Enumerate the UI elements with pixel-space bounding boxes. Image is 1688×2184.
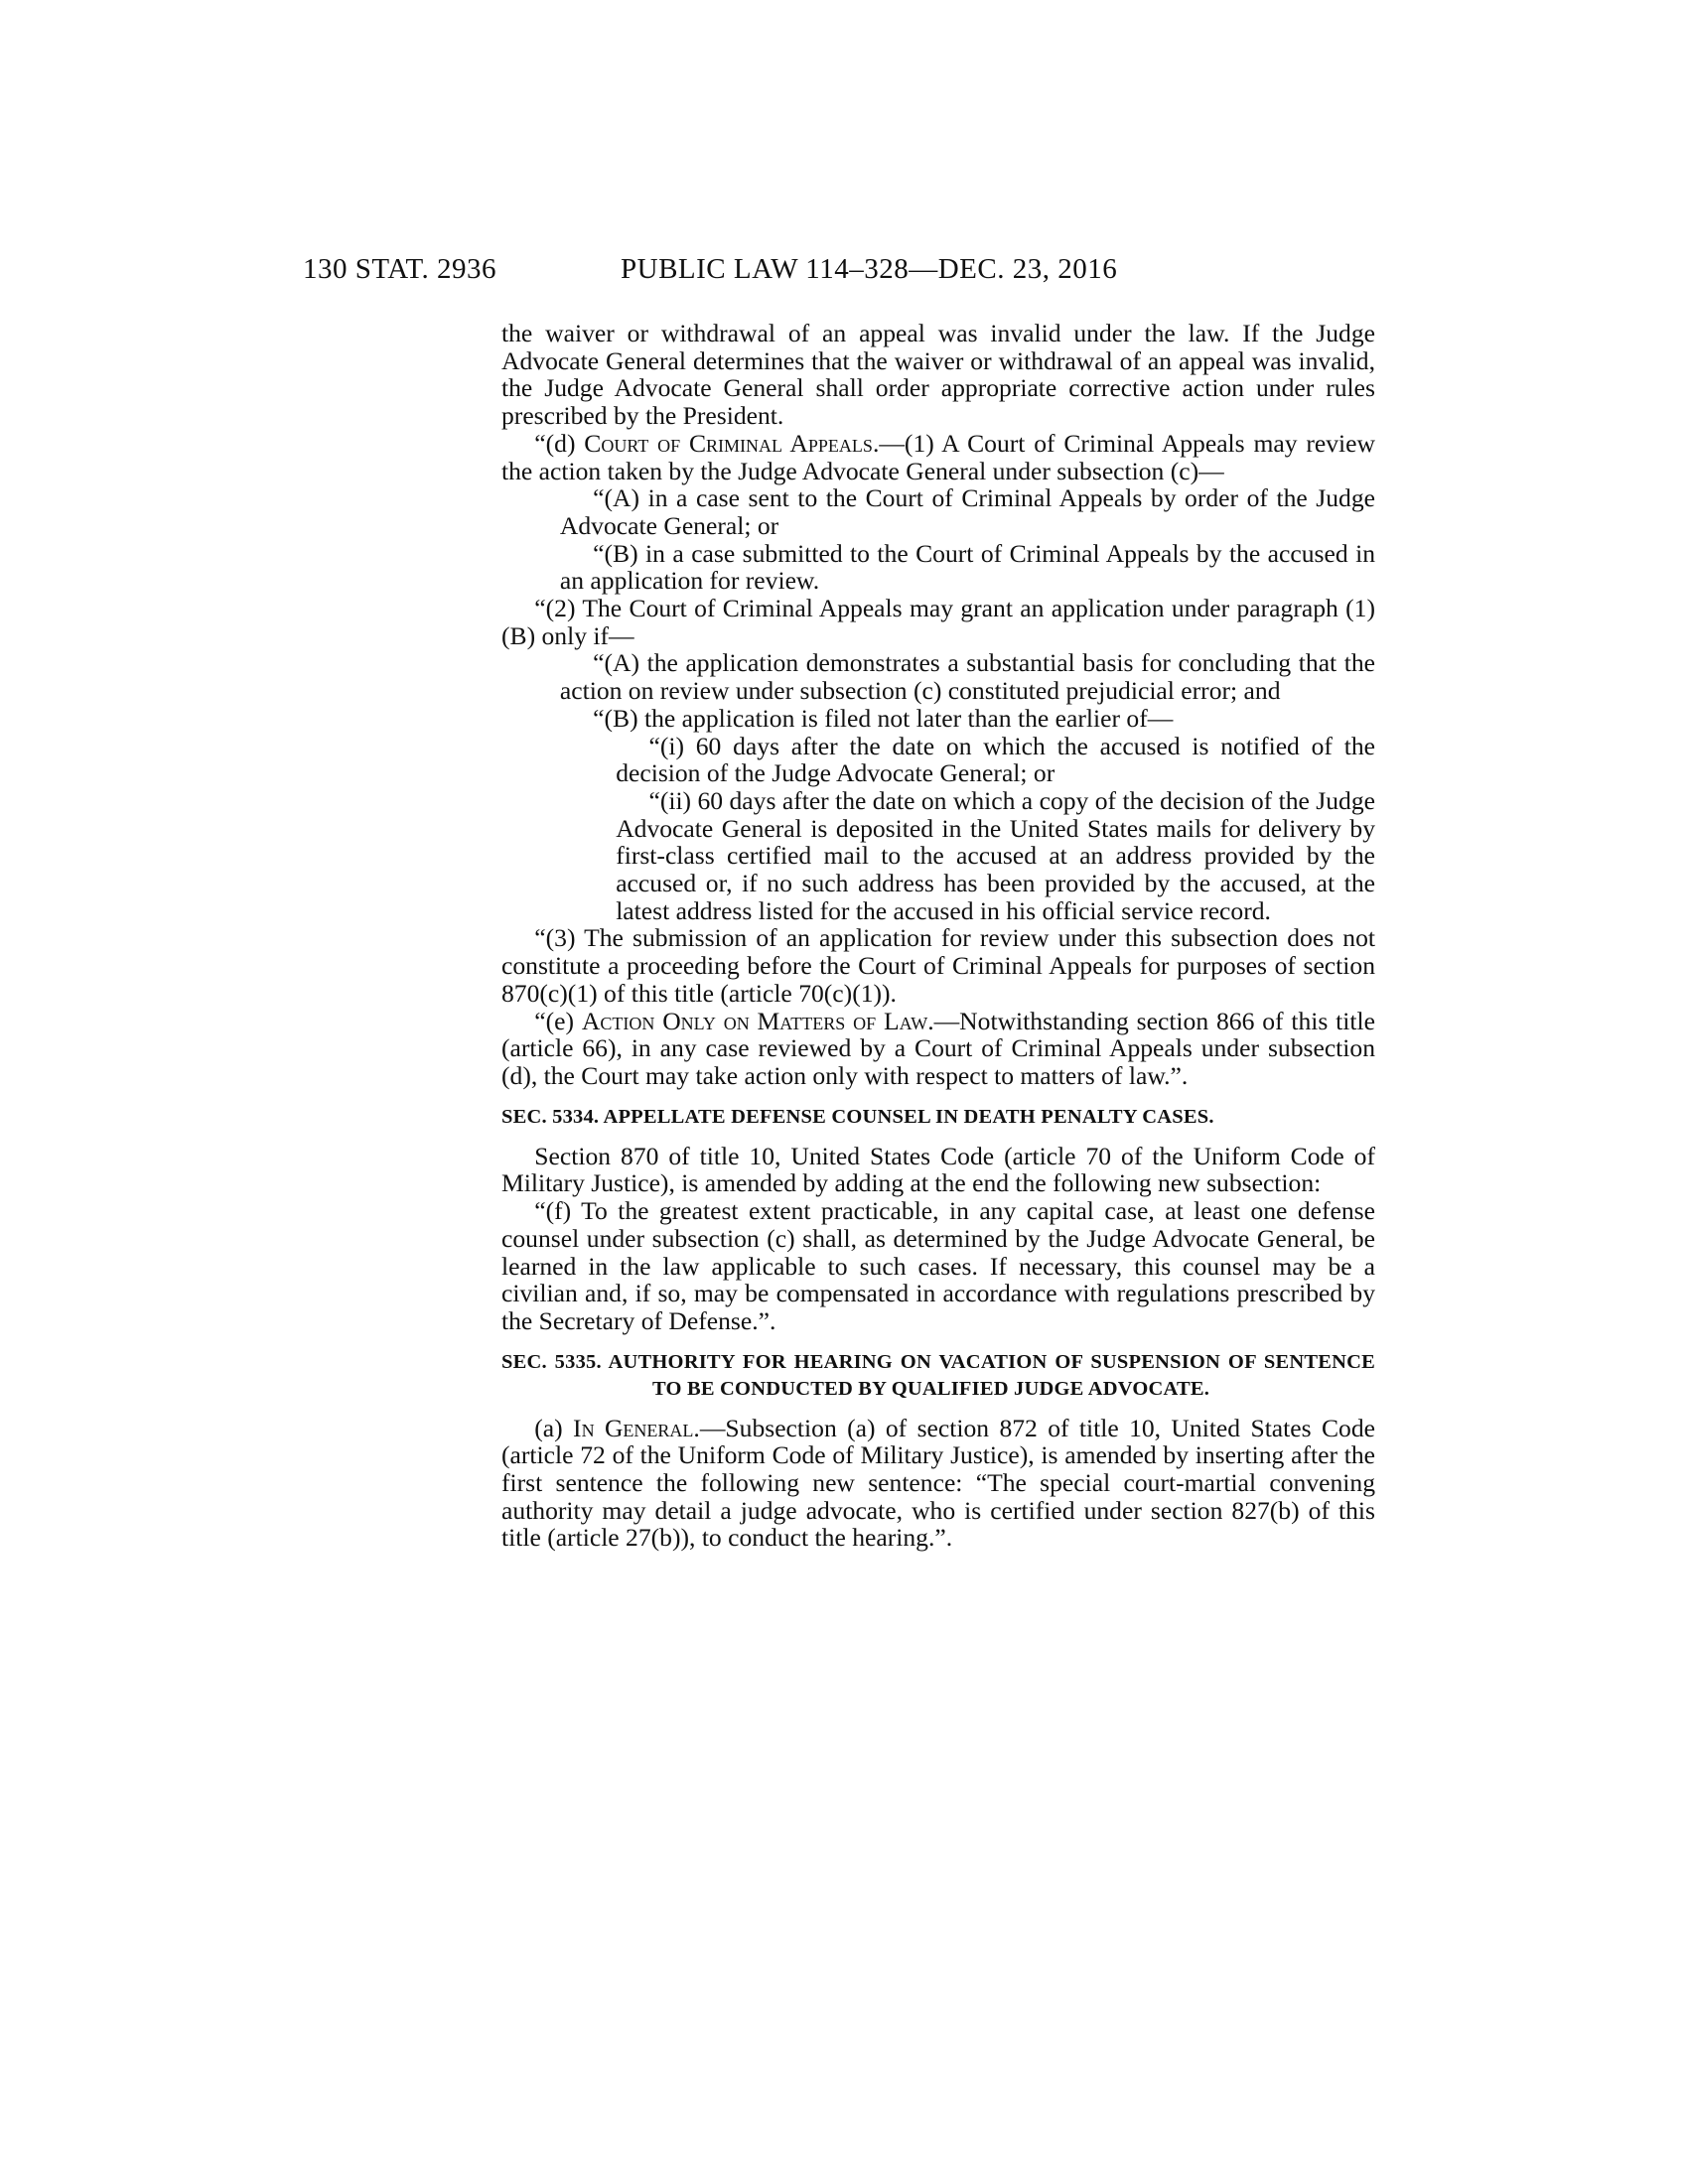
section-heading-5334: SEC. 5334. APPELLATE DEFENSE COUNSEL IN DEATH PENALTY CASES. xyxy=(501,1105,1214,1128)
paragraph-waiver-invalid: the waiver or withdrawal of an appeal was invalid under the law. If the Judge Advocate General determines that the waiver or withdrawal of an appeal was invalid, the Judge Advocate General shall order appropriate corrective action under rules prescribed by the President. xyxy=(501,319,1375,431)
document-body xyxy=(501,320,1375,1552)
paragraph-lead: “(d) xyxy=(534,428,585,458)
paragraph-lead: “(e) xyxy=(534,1006,582,1035)
paragraph-d-2: “(2) The Court of Criminal Appeals may grant an application under paragraph (1)(B) only if— xyxy=(501,594,1375,650)
paragraph-d-1-b: “(B) in a case submitted to the Court of Criminal Appeals by the accused in an application for review. xyxy=(559,538,1375,596)
statute-page-number: 130 STAT. 2936 xyxy=(303,253,497,285)
paragraph-text: .—Subsection (a) of section 872 of title 10, United States Code (article 72 of the Uniform Code of Military Justice), is amended by inserting after the first sentence the following new sentence: “The special court-martial convening authority may detail a judge advocate, who is certified under section 827(b) of this title (article 27(b)), to conduct the hearing.”. xyxy=(501,1413,1375,1553)
subsection-heading: In General xyxy=(573,1413,694,1442)
paragraph-action-only-on-matters-of-law xyxy=(501,1008,1375,1090)
paragraph-section-870-amendment: Section 870 of title 10, United States Code (article 70 of the Uniform Code of Military Justice), is amended by adding at the end the following new subsection: xyxy=(501,1141,1375,1198)
subsection-heading: Action Only on Matters of Law xyxy=(581,1006,928,1035)
paragraph-court-of-criminal-appeals xyxy=(501,430,1375,484)
section-heading-5335: SEC. 5335. AUTHORITY FOR HEARING ON VACATION OF SUSPENSION OF SENTENCE TO BE CONDUCTED BY QUALIFIED JUDGE ADVOCATE. xyxy=(501,1350,1375,1400)
paragraph-d-2-b-ii: “(ii) 60 days after the date on which a copy of the decision of the Judge Advocate General is deposited in the United States mails for delivery by first-class certified mail to the accused at an address provided by the accused or, if no such address has been provided by the accused, at the latest address listed for the accused in his official service record. xyxy=(616,785,1375,925)
subsection-heading: Court of Criminal Appeals xyxy=(584,428,873,458)
paragraph-d-1-a: “(A) in a case sent to the Court of Criminal Appeals by order of the Judge Advocate General; or xyxy=(559,483,1375,540)
public-law-title: PUBLIC LAW 114–328—DEC. 23, 2016 xyxy=(621,253,1118,285)
paragraph-d-2-a: “(A) the application demonstrates a substantial basis for concluding that the action on review under subsection (c) constituted prejudicial error; and xyxy=(559,648,1375,706)
paragraph-new-subsection-f: “(f) To the greatest extent practicable, in any capital case, at least one defense counsel under subsection (c) shall, as determined by the Judge Advocate General, be learned in the law applicable to such cases. If necessary, this counsel may be a civilian and, if so, may be compensated in accordance with regulations prescribed by the Secretary of Defense.”. xyxy=(501,1196,1375,1335)
paragraph-d-3: “(3) The submission of an application for review under this subsection does not constitute a proceeding before the Court of Criminal Appeals for purposes of section 870(c)(1) of this title (article 70(c)(1)). xyxy=(501,923,1375,1008)
paragraph-d-2-b-i: “(i) 60 days after the date on which the accused is notified of the decision of the Judge Advocate General; or xyxy=(616,731,1375,788)
page-header xyxy=(303,253,1375,293)
paragraph-in-general xyxy=(501,1415,1375,1553)
paragraph-text: .—Notwithstanding section 866 of this title (article 66), in any case reviewed by a Court of Criminal Appeals under subsection (d), the Court may take action only with respect to matters of law.”. xyxy=(501,1006,1375,1090)
paragraph-text: .—(1) A Court of Criminal Appeals may review the action taken by the Judge Advocate General under subsection (c)— xyxy=(501,428,1375,485)
paragraph-d-2-b: “(B) the application is filed not later than the earlier of— xyxy=(593,703,1174,733)
paragraph-lead: (a) xyxy=(534,1413,574,1442)
